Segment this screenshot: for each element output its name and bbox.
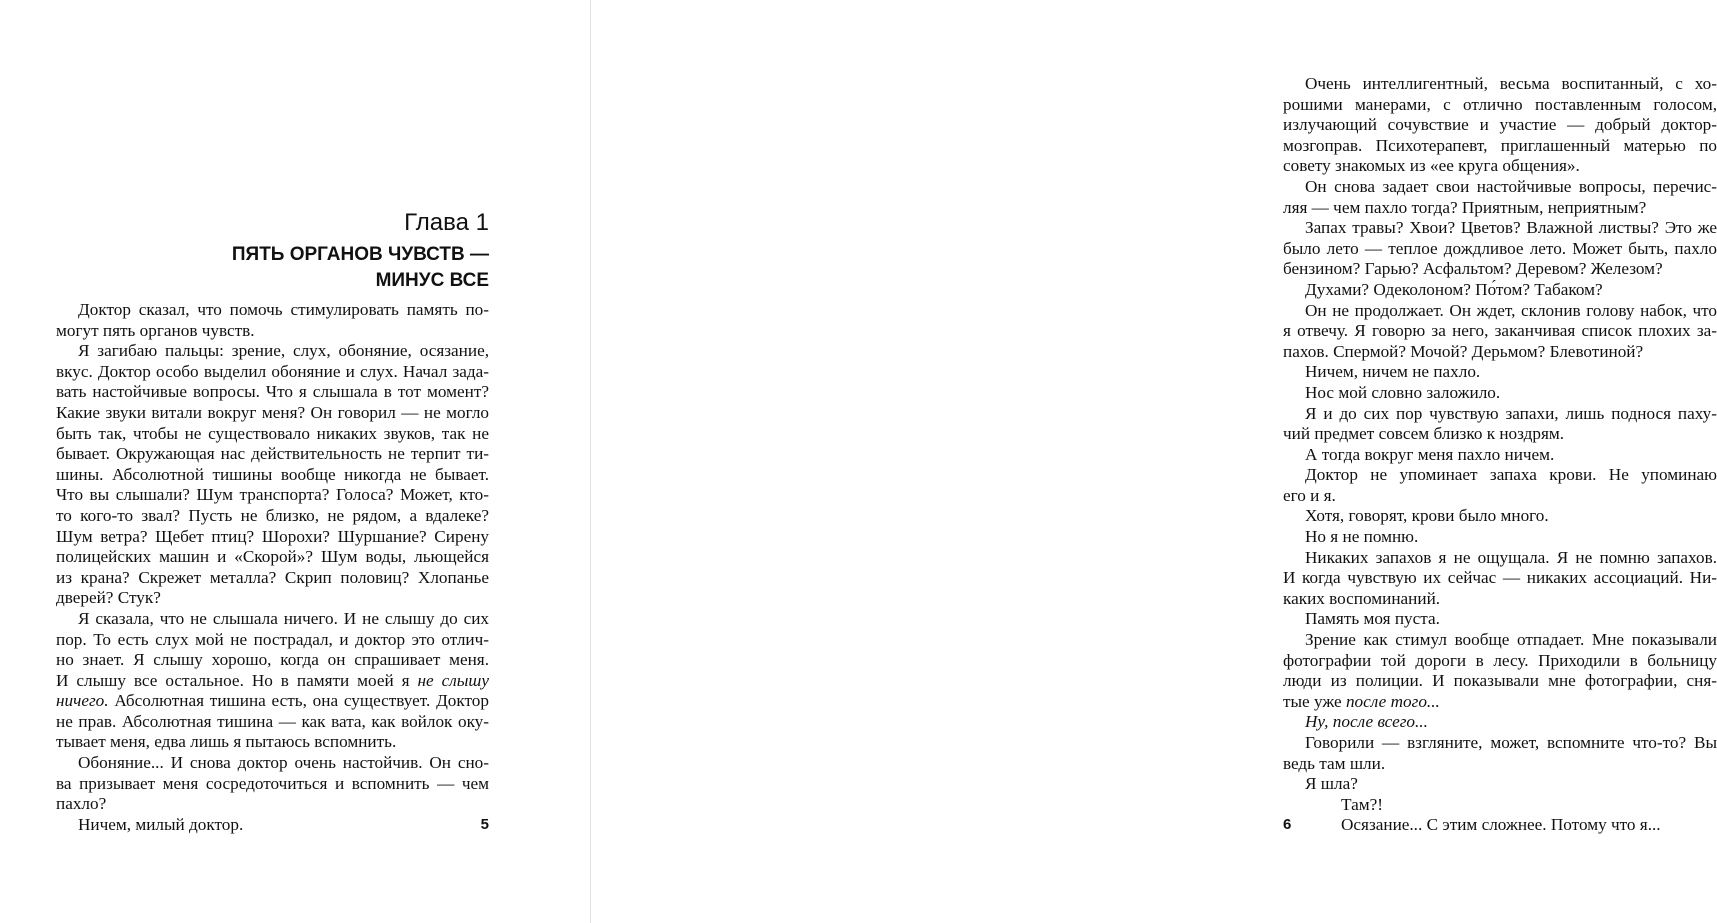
line-text: излучающий сочувствие и участие — добрый доктор- — [1283, 115, 1717, 135]
text-line — [1283, 74, 1717, 95]
text-line — [56, 815, 489, 836]
line-text: быть так, чтобы не существовало никаких звуков, так не — [56, 423, 489, 443]
text-line — [1283, 527, 1717, 548]
chapter-title — [56, 242, 489, 294]
line-text: Обоняние... И снова доктор очень настойчив. Он сно- — [78, 753, 489, 773]
italic-text: ничего. — [56, 691, 109, 711]
line-text: рошими манерами, с отлично поставленным голосом, — [1283, 94, 1717, 114]
text-line — [1283, 465, 1717, 486]
line-text: бензином? Гарью? Асфальтом? Деревом? Железом? — [1283, 259, 1663, 279]
text-line — [56, 650, 489, 671]
text-line — [56, 732, 489, 753]
line-text: Я шла? — [1305, 774, 1358, 794]
line-text: Ничем, милый доктор. — [78, 814, 244, 834]
line-text: пахов. Спермой? Мочой? Дерьмом? Блевотиной? — [1283, 341, 1644, 361]
italic-text: не слышу — [417, 670, 489, 690]
line-text: Доктор не упоминает запаха крови. Не упоминаю — [1305, 465, 1717, 485]
text-line — [1283, 404, 1717, 425]
italic-text: Ну, после всего... — [1305, 712, 1428, 732]
line-text: но знает. Я слышу хорошо, когда он спрашивает меня. — [56, 650, 489, 670]
text-line — [1283, 548, 1717, 569]
line-text: чий предмет совсем близко к ноздрям. — [1283, 424, 1565, 444]
text-line — [1283, 486, 1717, 507]
text-line — [1283, 692, 1717, 713]
line-text: могут пять органов чувств. — [56, 320, 255, 340]
text-line — [1283, 156, 1717, 177]
line-text: Хотя, говорят, крови было много. — [1305, 506, 1549, 526]
text-line — [56, 362, 489, 383]
page-number: 5 — [480, 815, 489, 833]
line-text: не прав. Абсолютная тишина — как вата, как войлок оку- — [56, 711, 489, 731]
line-text: пор. То есть слух мой не пострадал, и доктор это отлич- — [56, 629, 489, 649]
line-text: Духами? Одеколоном? По́том? Табаком? — [1305, 279, 1603, 299]
text-line — [56, 465, 489, 486]
text-line — [1283, 424, 1717, 445]
line-text: А тогда вокруг меня пахло ничем. — [1305, 444, 1555, 464]
text-line — [56, 444, 489, 465]
line-text: было лето — теплое дождливое лето. Может быть, пахло — [1283, 238, 1717, 258]
text-line — [1283, 239, 1717, 260]
text-line — [1283, 280, 1717, 301]
line-text: Ничем, ничем не пахло. — [1305, 362, 1481, 382]
text-line — [56, 424, 489, 445]
line-text: каких воспоминаний. — [1283, 588, 1441, 608]
text-line — [56, 506, 489, 527]
line-text: Что вы слышали? Шум транспорта? Голоса? Может, кто- — [56, 485, 489, 505]
text-line — [1283, 568, 1717, 589]
line-text: совету знакомых из «ее круга общения». — [1283, 156, 1580, 176]
line-text: Он снова задает свои настойчивые вопросы, перечис- — [1305, 176, 1717, 196]
line-text: вкус. Доктор особо выделил обоняние и слух. Начал зада- — [56, 361, 489, 381]
line-text: Доктор сказал, что помочь стимулировать память по- — [78, 300, 489, 319]
text-line — [1283, 609, 1717, 630]
text-line — [1283, 218, 1717, 239]
line-text: ва призывает меня сосредоточиться и вспомнить — чем — [56, 773, 489, 793]
text-line — [56, 774, 489, 795]
text-line — [1283, 321, 1717, 342]
text-line — [1283, 115, 1717, 136]
right-page-text — [1283, 74, 1717, 836]
line-text: И когда чувствую их сейчас — никаких ассоциаций. Ни- — [1283, 568, 1717, 588]
line-text: Говорили — взгляните, может, вспомните что-то? Вы — [1305, 733, 1717, 752]
text-line — [1283, 671, 1717, 692]
line-text: Я и до сих пор чувствую запахи, лишь поднося паху- — [1305, 403, 1717, 423]
line-text: Абсолютная тишина есть, она существует. Доктор — [108, 691, 489, 711]
text-line — [1283, 754, 1717, 775]
line-text: мозгоправ. Психотерапевт, приглашенный матерью по — [1283, 135, 1717, 155]
line-text: Очень интеллигентный, весьма воспитанный, с хо- — [1305, 74, 1717, 93]
text-line — [56, 588, 489, 609]
line-text: Зрение как стимул вообще отпадает. Мне показывали — [1305, 630, 1717, 650]
line-text: дверей? Стук? — [56, 588, 161, 608]
italic-text: после того... — [1345, 691, 1440, 711]
line-text: из крана? Скрежет металла? Скрип половиц? Хлопанье — [56, 567, 489, 587]
text-line — [56, 712, 489, 733]
line-text: тывает меня, едва лишь я пытаюсь вспомнить. — [56, 732, 397, 752]
line-text: пахло? — [56, 794, 107, 814]
text-line — [1283, 774, 1717, 795]
text-line — [1283, 651, 1717, 672]
text-line — [56, 630, 489, 651]
line-text: Я сказала, что не слышала ничего. И не слышу до сих — [78, 608, 489, 628]
line-text: ведь там шли. — [1283, 753, 1386, 773]
line-text: я отвечу. Я говорю за него, заканчивая список плохих за- — [1283, 321, 1717, 341]
text-line — [56, 794, 489, 815]
line-text: люди из полиции. И показывали мне фотографии, сня- — [1283, 671, 1717, 691]
line-text: шины. Абсолютной тишины вообще никогда не бывает. — [56, 464, 489, 484]
text-line — [56, 403, 489, 424]
text-line — [1283, 733, 1717, 754]
line-text: Шум ветра? Щебет птиц? Шорохи? Шуршание? Сирену — [56, 526, 489, 546]
chapter-heading — [56, 208, 489, 294]
line-text: Какие звуки витали вокруг меня? Он говорил — не могло — [56, 402, 489, 422]
line-text: его и я. — [1283, 485, 1336, 505]
text-line — [56, 321, 489, 342]
text-line — [1283, 136, 1717, 157]
text-line — [1283, 795, 1717, 816]
left-page-text — [56, 300, 489, 835]
text-line — [1283, 198, 1717, 219]
text-line — [56, 691, 489, 712]
line-text: Осязание... С этим сложнее. Потому что я... — [1341, 815, 1661, 835]
right-page — [591, 0, 1717, 923]
line-text: то кого-то звал? Пусть не близко, не рядом, а вдалеке? — [56, 505, 489, 525]
text-line — [1283, 589, 1717, 610]
text-line — [56, 382, 489, 403]
text-line — [56, 753, 489, 774]
text-line — [56, 341, 489, 362]
line-text: бывает. Окружающая нас действительность не терпит ти- — [56, 444, 489, 464]
line-text: Я загибаю пальцы: зрение, слух, обоняние, осязание, — [78, 341, 489, 361]
line-text: Запах травы? Хвои? Цветов? Влажной листвы? Это же — [1305, 218, 1717, 238]
left-page — [0, 0, 590, 923]
line-text: Нос мой словно заложило. — [1305, 382, 1501, 402]
text-line — [1283, 259, 1717, 280]
chapter-title-line: ПЯТЬ ОРГАНОВ ЧУВСТВ — — [231, 244, 489, 265]
text-line — [1283, 506, 1717, 527]
line-text: Никаких запахов я не ощущала. Я не помню запахов. — [1305, 547, 1717, 567]
text-line — [1283, 383, 1717, 404]
text-line — [1283, 815, 1717, 836]
text-line — [56, 527, 489, 548]
line-text: полицейских машин и «Скорой»? Шум воды, льющейся — [56, 547, 489, 567]
text-line — [1283, 712, 1717, 733]
line-text: Там?! — [1341, 794, 1383, 814]
line-text: Память моя пуста. — [1305, 609, 1440, 629]
line-text: И слышу все остальное. Но в памяти моей я — [56, 670, 418, 690]
text-line — [56, 300, 489, 321]
line-text: Но я не помню. — [1305, 527, 1419, 547]
page-number: 6 — [1283, 816, 1292, 834]
text-line — [1283, 342, 1717, 363]
text-line — [1283, 630, 1717, 651]
text-line — [1283, 95, 1717, 116]
chapter-label: Глава 1 — [404, 209, 489, 236]
line-text: вать настойчивые вопросы. Что я слышала в тот момент? — [56, 382, 489, 402]
text-line — [56, 609, 489, 630]
line-text: ляя — чем пахло тогда? Приятным, неприятным? — [1283, 197, 1647, 217]
line-text: фотографии той дороги в лесу. Приходили в больницу — [1283, 650, 1717, 670]
text-line — [56, 485, 489, 506]
text-line — [56, 547, 489, 568]
text-line — [56, 568, 489, 589]
line-text: Он не продолжает. Он ждет, склонив голову набок, что — [1305, 300, 1717, 320]
text-line — [1283, 301, 1717, 322]
line-text: тые уже — [1283, 691, 1346, 711]
text-line — [1283, 445, 1717, 466]
text-line — [56, 671, 489, 692]
chapter-title-line: МИНУС ВСЕ — [375, 270, 489, 291]
text-line — [1283, 177, 1717, 198]
text-line — [1283, 362, 1717, 383]
